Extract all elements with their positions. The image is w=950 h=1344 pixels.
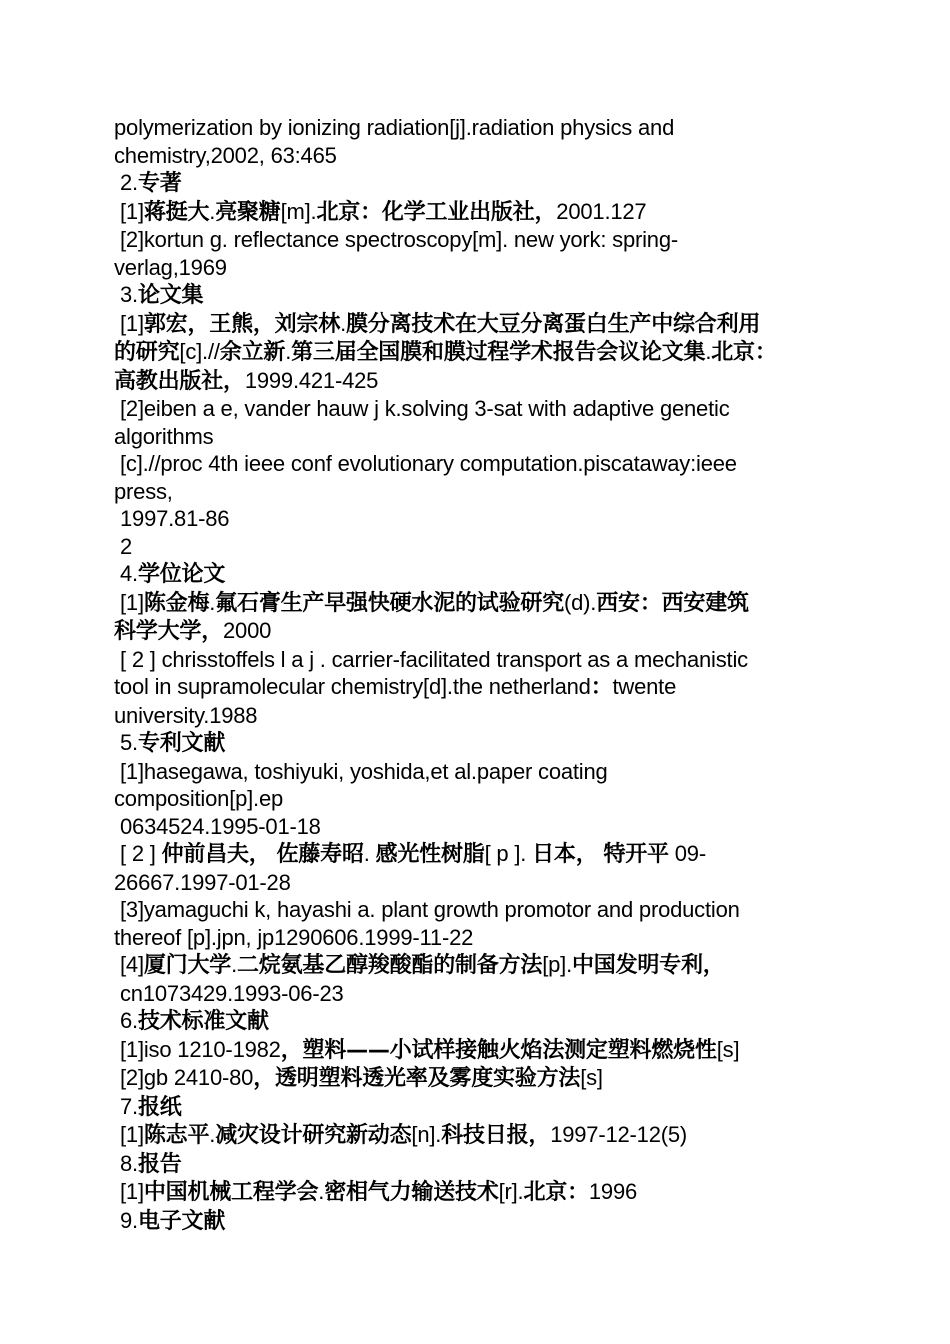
reference-line: 2 — [120, 533, 133, 559]
reference-line: 1997.81-86 — [120, 506, 230, 531]
reference-line: 8.报告 — [120, 1150, 182, 1177]
reference-line: 2.专著 — [120, 170, 182, 196]
reference-line: 26667.1997-01-28 — [114, 869, 291, 895]
reference-line: [1]中国机械工程学会.密相气力输送技术[r].北京：1996 — [120, 1179, 638, 1205]
reference-line: [1]hasegawa, toshiyuki, yoshida,et al.paper coating — [120, 758, 608, 784]
reference-line: [1]蒋挺大.亮聚糖[m].北京：化学工业出版社，2001.127 — [120, 198, 647, 225]
reference-line: tool in supramolecular chemistry[d].the netherland：twente — [114, 674, 677, 700]
document-page — [114, 114, 834, 1235]
reference-line: [2]gb 2410-80，透明塑料透光率及雾度实验方法[s] — [120, 1065, 603, 1091]
reference-line: 9.电子文献 — [120, 1207, 226, 1234]
reference-line: [2]eiben a e, vander hauw j k.solving 3-sat with adaptive genetic — [120, 396, 730, 421]
reference-line: cn1073429.1993-06-23 — [120, 980, 344, 1006]
reference-line: 的研究[c].//余立新.第三届全国膜和膜过程学术报告会议论文集.北京： — [114, 339, 777, 365]
reference-line: [c].//proc 4th ieee conf evolutionary computation.piscataway:ieee — [120, 451, 737, 476]
reference-line: press, — [114, 478, 173, 504]
reference-line: 7.报纸 — [120, 1093, 182, 1120]
reference-line: composition[p].ep — [114, 786, 284, 811]
reference-line: 高教出版社，1999.421-425 — [114, 367, 379, 394]
reference-line: chemistry,2002, 63:465 — [114, 142, 337, 168]
reference-line: [4]厦门大学.二烷氨基乙醇羧酸酯的制备方法[p].中国发明专利， — [120, 952, 725, 978]
reference-line: [1]陈志平.减灾设计研究新动态[n].科技日报，1997-12-12(5) — [120, 1122, 688, 1148]
reference-line: polymerization by ionizing radiation[j].radiation physics and — [114, 115, 675, 140]
reference-line: 科学大学，2000 — [114, 618, 272, 644]
reference-line: 4.学位论文 — [120, 561, 226, 587]
reference-line: [1]陈金梅.氟石膏生产早强快硬水泥的试验研究(d).西安：西安建筑 — [120, 589, 749, 616]
reference-line: university.1988 — [114, 702, 258, 728]
reference-line: [1]郭宏，王熊，刘宗林.膜分离技术在大豆分离蛋白生产中综合利用 — [120, 310, 761, 337]
reference-line: [ 2 ] 仲前昌夫， 佐藤寿昭. 感光性树脂[ p ]. 日本， 特开平 09- — [120, 841, 706, 867]
reference-line: thereof [p].jpn, jp1290606.1999-11-22 — [114, 924, 474, 950]
reference-line: 3.论文集 — [120, 282, 204, 308]
reference-line: [2]kortun g. reflectance spectroscopy[m]. new york: spring- — [120, 227, 678, 252]
reference-line: 5.专利文献 — [120, 730, 226, 756]
reference-line: [3]yamaguchi k, hayashi a. plant growth promotor and production — [120, 897, 740, 922]
reference-line: [ 2 ] chrisstoffels l a j . carrier-facilitated transport as a mechanistic — [120, 646, 748, 672]
reference-line: [1]iso 1210-1982，塑料——小试样接触火焰法测定塑料燃烧性[s] — [120, 1036, 740, 1063]
reference-line: 6.技术标准文献 — [120, 1008, 269, 1034]
reference-line: verlag,1969 — [114, 254, 227, 280]
reference-line: 0634524.1995-01-18 — [120, 813, 321, 839]
reference-line: algorithms — [114, 423, 214, 449]
